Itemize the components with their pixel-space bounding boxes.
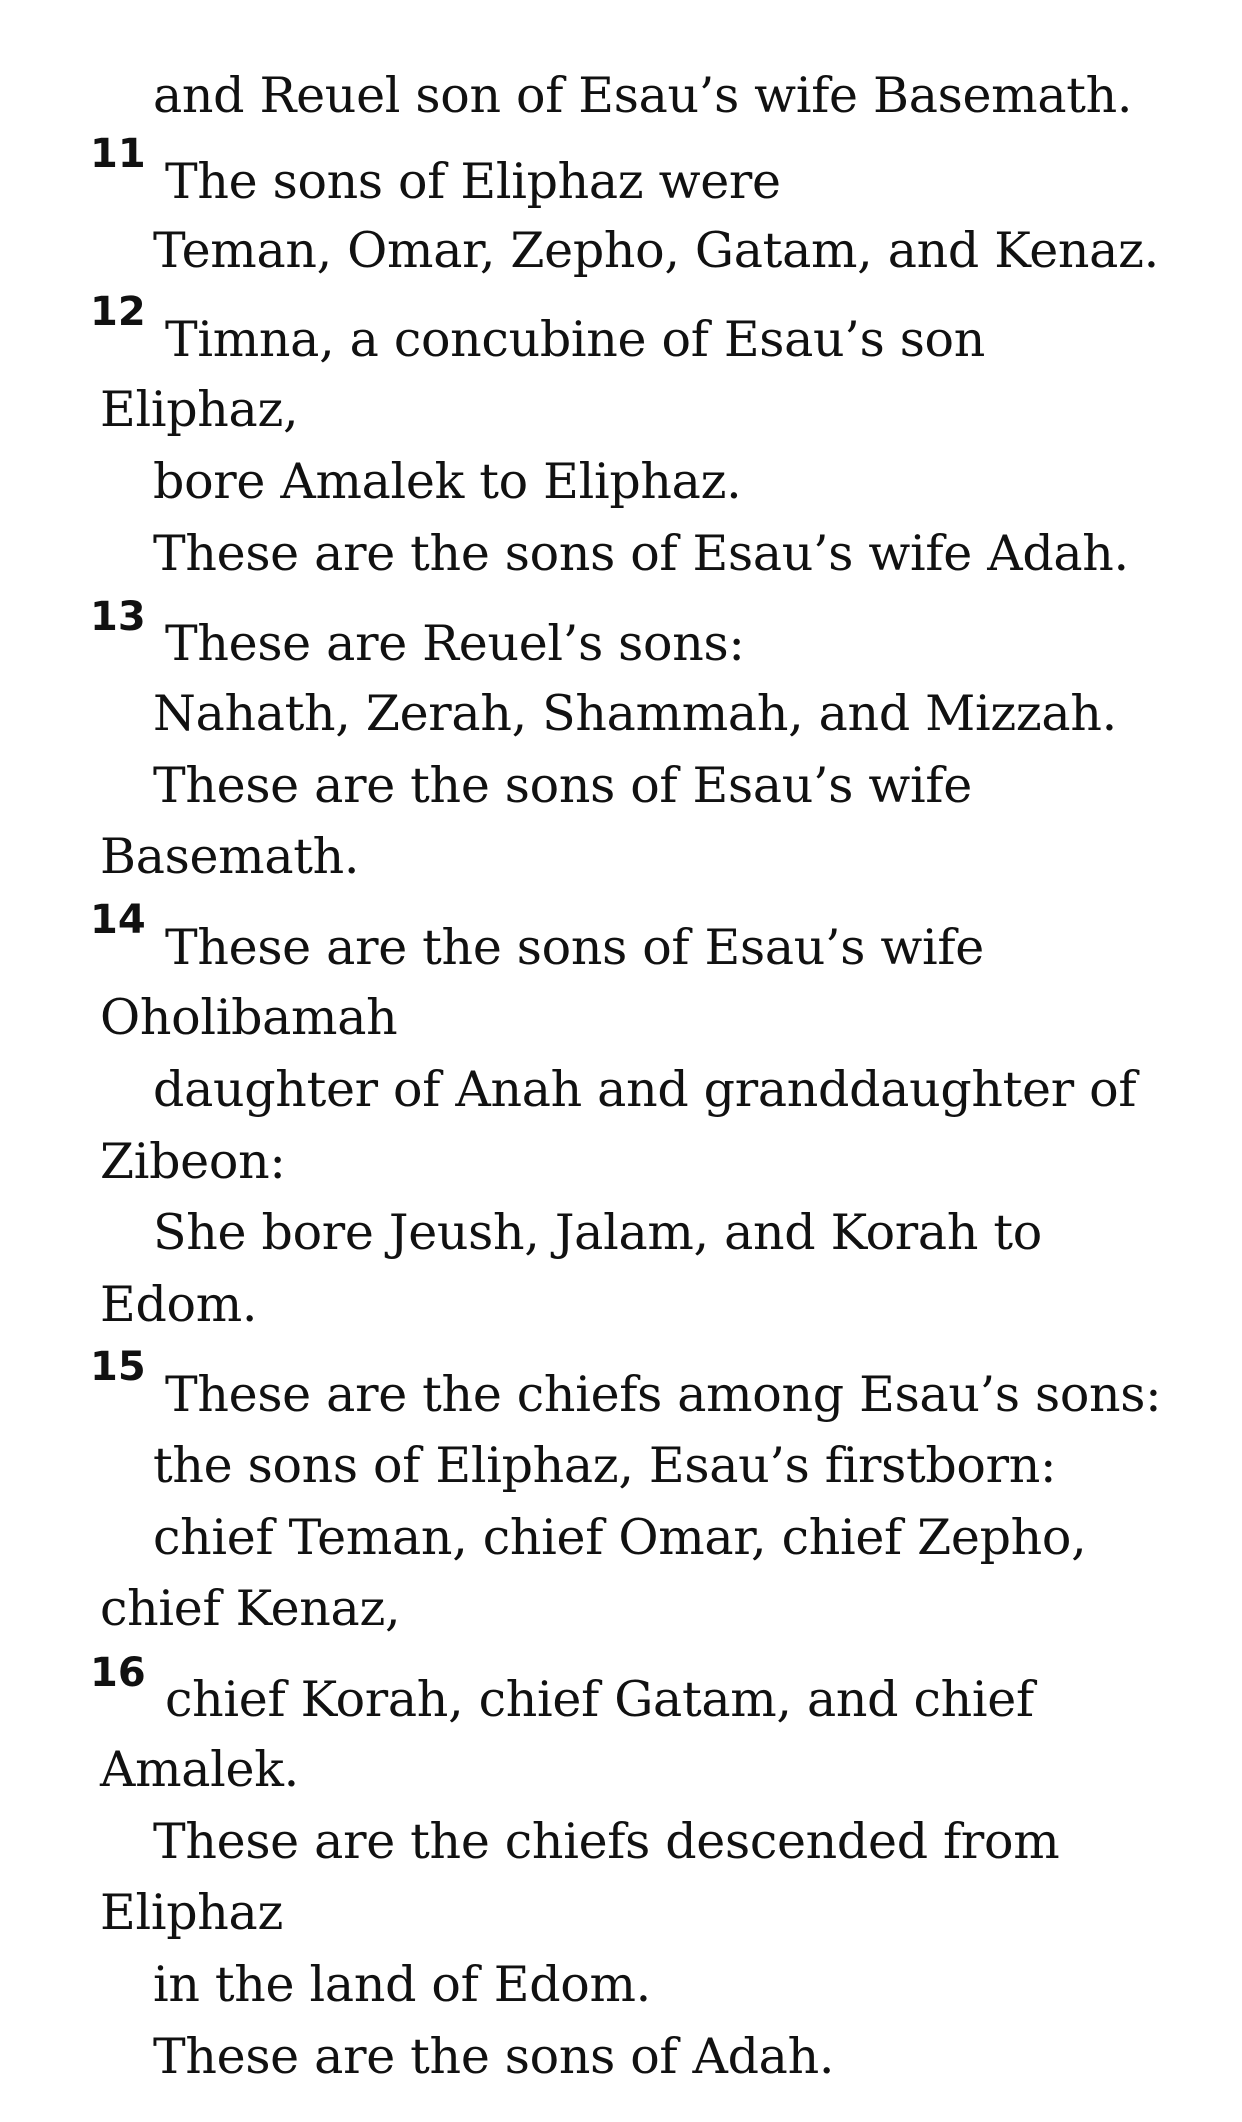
verse-text: These are the chiefs among Esau’s sons: [165, 1366, 1162, 1423]
verse-number: 16 [90, 1650, 146, 1696]
text-line: chief Kenaz, [100, 1580, 401, 1637]
text-line: Eliphaz, [100, 381, 299, 438]
verse-number: 14 [90, 897, 146, 943]
verse-text: Timna, a concubine of Esau’s son [165, 311, 986, 368]
text-line: She bore Jeush, Jalam, and Korah to [153, 1204, 1042, 1261]
text-line: These are the sons of Esau’s wife [153, 757, 972, 814]
text-line: bore Amalek to Eliphaz. [153, 453, 742, 510]
text-line: Zibeon: [100, 1133, 286, 1190]
verse-text: chief Korah, chief Gatam, and chief [165, 1671, 1034, 1728]
verse-number: 15 [90, 1344, 146, 1390]
text-line: These are the sons of Esau’s wife Adah. [153, 525, 1129, 582]
text-line: Amalek. [100, 1741, 299, 1798]
text-line: Nahath, Zerah, Shammah, and Mizzah. [153, 685, 1117, 742]
verse-number: 11 [90, 131, 146, 177]
text-line: chief Teman, chief Omar, chief Zepho, [153, 1509, 1087, 1566]
text-line: Teman, Omar, Zepho, Gatam, and Kenaz. [153, 222, 1159, 279]
text-line: in the land of Edom. [153, 1956, 651, 2013]
text-line: Edom. [100, 1276, 258, 1333]
text-line: These are the chiefs descended from [153, 1813, 1060, 1870]
text-line: and Reuel son of Esau’s wife Basemath. [153, 67, 1133, 124]
text-line: Basemath. [100, 828, 360, 885]
verse-text: These are Reuel’s sons: [165, 615, 745, 672]
verse-text: The sons of Eliphaz were [165, 153, 781, 210]
text-line: Eliphaz [100, 1884, 283, 1941]
verse-number: 12 [90, 289, 146, 335]
text-line: Oholibamah [100, 989, 398, 1046]
text-line: daughter of Anah and granddaughter of [153, 1061, 1137, 1118]
text-line: the sons of Eliphaz, Esau’s firstborn: [153, 1437, 1057, 1494]
verse-number: 13 [90, 594, 146, 640]
text-line: These are the sons of Adah. [153, 2028, 835, 2085]
verse-text: These are the sons of Esau’s wife [165, 919, 984, 976]
